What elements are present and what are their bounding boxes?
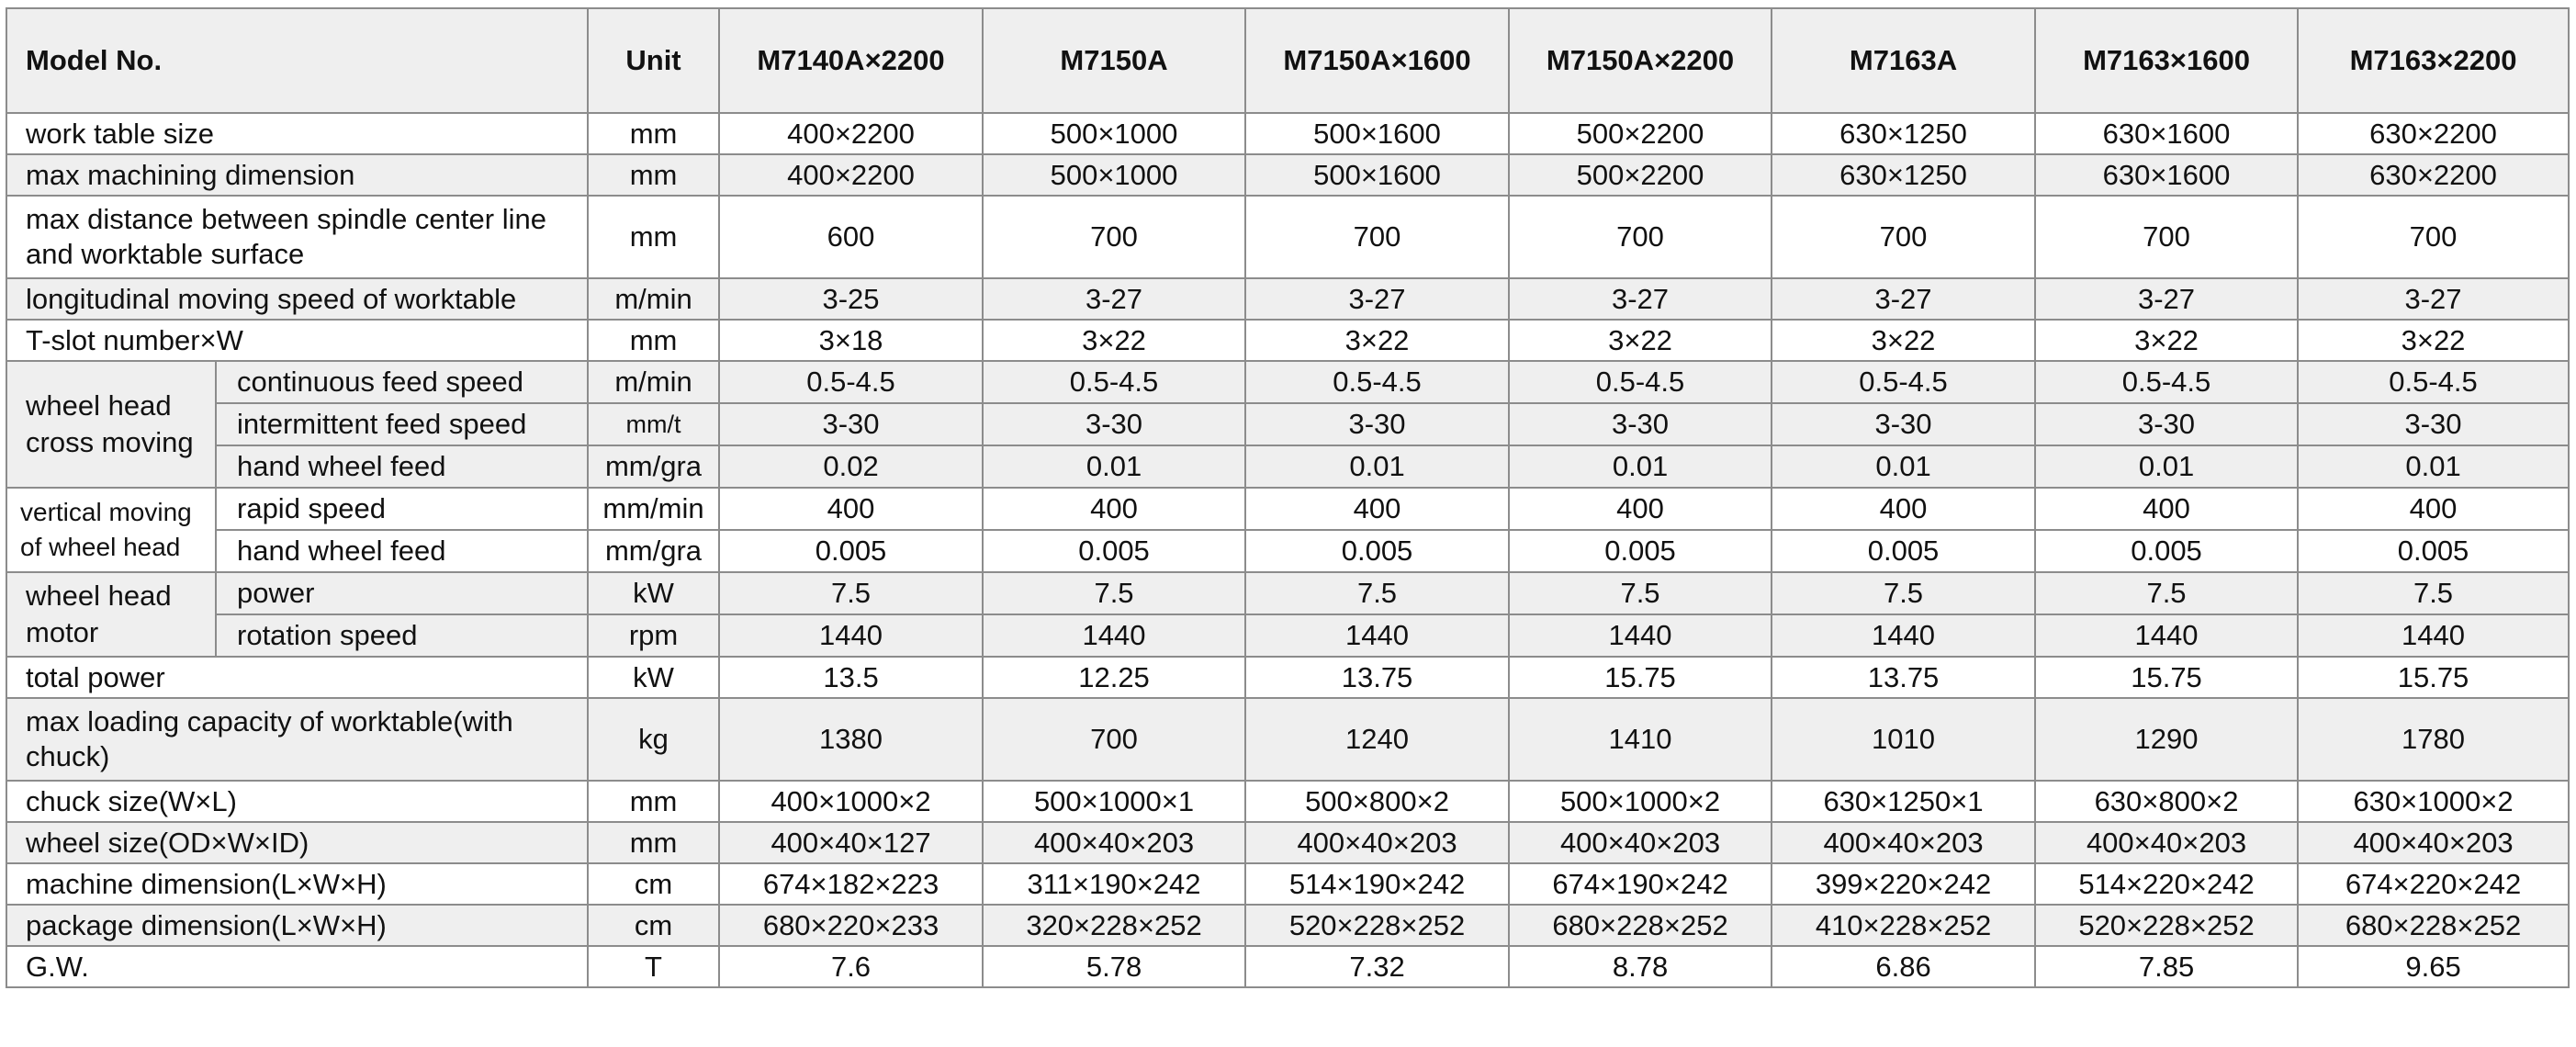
table-cell: 400 [2035,488,2298,530]
table-cell: 400 [1772,488,2035,530]
table-cell: 0.005 [1772,530,2035,572]
table-cell: 1410 [1509,698,1772,781]
table-cell: 0.01 [2298,445,2569,488]
table-cell: 7.32 [1245,946,1509,987]
table-cell: 0.5-4.5 [983,361,1245,403]
table-cell: 400 [983,488,1245,530]
table-cell: 1440 [1509,614,1772,657]
row-label: rapid speed [216,488,588,530]
table-cell: 7.5 [2035,572,2298,614]
table-cell: 6.86 [1772,946,2035,987]
table-cell: 410×228×252 [1772,905,2035,946]
model-header: M7163×2200 [2298,8,2569,113]
table-row [6,698,2569,781]
table-cell: 500×2200 [1509,154,1772,196]
spec-table-container [6,7,2568,988]
model-header: M7150A×2200 [1509,8,1772,113]
model-header: M7150A [983,8,1245,113]
row-label: chuck size(W×L) [6,781,588,822]
row-unit: m/min [588,361,719,403]
row-label: max loading capacity of worktable(with chuck) [6,698,588,781]
table-cell: 0.5-4.5 [2035,361,2298,403]
table-cell: 0.5-4.5 [2298,361,2569,403]
table-cell: 1440 [719,614,983,657]
table-cell: 3×22 [2035,320,2298,361]
table-cell: 1440 [2298,614,2569,657]
row-unit: mm [588,154,719,196]
table-cell: 15.75 [2035,657,2298,698]
table-cell: 500×1000×2 [1509,781,1772,822]
table-cell: 13.75 [1772,657,2035,698]
table-row [6,657,2569,698]
table-cell: 680×228×252 [1509,905,1772,946]
row-unit: mm/min [588,488,719,530]
model-label: Model No. [6,8,588,113]
table-cell: 0.01 [2035,445,2298,488]
table-cell: 400 [1245,488,1509,530]
table-cell: 520×228×252 [1245,905,1509,946]
table-cell: 500×1000 [983,113,1245,154]
table-cell: 7.5 [2298,572,2569,614]
row-label: G.W. [6,946,588,987]
row-unit: mm/gra [588,445,719,488]
table-cell: 630×2200 [2298,113,2569,154]
row-label: intermittent feed speed [216,403,588,445]
table-cell: 400×2200 [719,113,983,154]
table-cell: 3-30 [719,403,983,445]
table-cell: 1440 [983,614,1245,657]
table-cell: 7.5 [1772,572,2035,614]
row-label: machine dimension(L×W×H) [6,863,588,905]
row-label: total power [6,657,588,698]
row-unit: mm [588,196,719,278]
table-cell: 3-30 [983,403,1245,445]
row-label: package dimension(L×W×H) [6,905,588,946]
table-cell: 514×220×242 [2035,863,2298,905]
table-row [6,154,2569,196]
row-unit: mm/gra [588,530,719,572]
table-cell: 674×190×242 [1509,863,1772,905]
table-cell: 700 [2035,196,2298,278]
table-cell: 680×220×233 [719,905,983,946]
table-cell: 500×1600 [1245,154,1509,196]
row-unit: mm [588,320,719,361]
table-cell: 7.5 [983,572,1245,614]
row-label: max machining dimension [6,154,588,196]
table-cell: 9.65 [2298,946,2569,987]
row-unit: m/min [588,278,719,320]
table-cell: 400×40×203 [983,822,1245,863]
row-label: hand wheel feed [216,445,588,488]
table-cell: 400 [2298,488,2569,530]
table-cell: 400 [1509,488,1772,530]
table-cell: 3-27 [1245,278,1509,320]
table-row [6,196,2569,278]
table-cell: 3-30 [1772,403,2035,445]
table-cell: 400×1000×2 [719,781,983,822]
table-cell: 700 [1772,196,2035,278]
row-unit: rpm [588,614,719,657]
row-unit: T [588,946,719,987]
table-row [6,445,2569,488]
row-label: max distance between spindle center line and worktable surface [6,196,588,278]
table-cell: 3×22 [2298,320,2569,361]
table-cell: 500×1000 [983,154,1245,196]
table-cell: 400×2200 [719,154,983,196]
table-row [6,781,2569,822]
table-cell: 3-25 [719,278,983,320]
table-row [6,113,2569,154]
table-cell: 3-27 [2035,278,2298,320]
table-row [6,530,2569,572]
table-cell: 3-27 [983,278,1245,320]
table-row [6,863,2569,905]
table-cell: 3-30 [1509,403,1772,445]
table-cell: 500×800×2 [1245,781,1509,822]
table-cell: 1380 [719,698,983,781]
table-cell: 1780 [2298,698,2569,781]
table-cell: 13.75 [1245,657,1509,698]
model-header: M7150A×1600 [1245,8,1509,113]
table-cell: 1240 [1245,698,1509,781]
table-cell: 3-27 [1509,278,1772,320]
table-cell: 630×1600 [2035,154,2298,196]
table-cell: 0.005 [1509,530,1772,572]
table-cell: 680×228×252 [2298,905,2569,946]
table-cell: 0.005 [2298,530,2569,572]
table-cell: 400×40×203 [1772,822,2035,863]
table-cell: 700 [983,698,1245,781]
table-row [6,905,2569,946]
table-cell: 700 [983,196,1245,278]
table-cell: 3×18 [719,320,983,361]
table-cell: 3×22 [983,320,1245,361]
table-cell: 0.01 [1509,445,1772,488]
table-cell: 7.5 [1245,572,1509,614]
row-unit: cm [588,905,719,946]
unit-header: Unit [588,8,719,113]
table-cell: 0.01 [1772,445,2035,488]
table-cell: 1290 [2035,698,2298,781]
table-cell: 674×220×242 [2298,863,2569,905]
table-cell: 3×22 [1509,320,1772,361]
table-cell: 0.01 [1245,445,1509,488]
table-cell: 7.85 [2035,946,2298,987]
table-cell: 500×1600 [1245,113,1509,154]
table-cell: 700 [1245,196,1509,278]
table-cell: 0.5-4.5 [1509,361,1772,403]
table-cell: 7.6 [719,946,983,987]
table-row [6,403,2569,445]
row-label: longitudinal moving speed of worktable [6,278,588,320]
table-cell: 630×800×2 [2035,781,2298,822]
group-label-vertical-moving: vertical moving of wheel head [6,488,216,572]
table-cell: 700 [2298,196,2569,278]
table-cell: 400×40×127 [719,822,983,863]
table-cell: 3-30 [2035,403,2298,445]
group-label-wheel-head-motor: wheel head motor [6,572,216,657]
row-label: hand wheel feed [216,530,588,572]
table-cell: 311×190×242 [983,863,1245,905]
table-row [6,320,2569,361]
table-cell: 600 [719,196,983,278]
table-cell: 0.005 [1245,530,1509,572]
table-cell: 5.78 [983,946,1245,987]
table-cell: 3-30 [2298,403,2569,445]
table-cell: 0.005 [983,530,1245,572]
table-cell: 400×40×203 [1509,822,1772,863]
row-unit: mm [588,822,719,863]
table-cell: 630×1250 [1772,154,2035,196]
table-cell: 0.5-4.5 [1245,361,1509,403]
table-cell: 15.75 [1509,657,1772,698]
table-cell: 8.78 [1509,946,1772,987]
table-cell: 500×2200 [1509,113,1772,154]
table-cell: 400×40×203 [1245,822,1509,863]
table-row [6,278,2569,320]
table-cell: 400×40×203 [2298,822,2569,863]
header-row [6,8,2569,113]
table-cell: 3×22 [1772,320,2035,361]
group-label-wheel-head-cross: wheel head cross moving [6,361,216,488]
row-label: T-slot number×W [6,320,588,361]
table-cell: 674×182×223 [719,863,983,905]
model-header: M7163A [1772,8,2035,113]
table-cell: 0.5-4.5 [719,361,983,403]
table-cell: 630×2200 [2298,154,2569,196]
table-cell: 500×1000×1 [983,781,1245,822]
table-cell: 7.5 [719,572,983,614]
table-cell: 0.5-4.5 [1772,361,2035,403]
row-unit: kW [588,572,719,614]
table-row [6,614,2569,657]
table-cell: 520×228×252 [2035,905,2298,946]
table-cell: 1440 [2035,614,2298,657]
table-cell: 700 [1509,196,1772,278]
table-cell: 1440 [1772,614,2035,657]
table-cell: 400×40×203 [2035,822,2298,863]
table-cell: 15.75 [2298,657,2569,698]
table-cell: 0.02 [719,445,983,488]
row-label: rotation speed [216,614,588,657]
table-cell: 399×220×242 [1772,863,2035,905]
table-cell: 630×1000×2 [2298,781,2569,822]
model-header: M7163×1600 [2035,8,2298,113]
table-cell: 1010 [1772,698,2035,781]
table-row [6,361,2569,403]
table-cell: 3-27 [1772,278,2035,320]
row-unit: mm [588,113,719,154]
table-cell: 3×22 [1245,320,1509,361]
table-cell: 630×1600 [2035,113,2298,154]
row-unit: cm [588,863,719,905]
row-unit: kg [588,698,719,781]
table-cell: 320×228×252 [983,905,1245,946]
table-cell: 630×1250 [1772,113,2035,154]
table-cell: 7.5 [1509,572,1772,614]
table-row [6,946,2569,987]
table-cell: 0.005 [2035,530,2298,572]
row-label: continuous feed speed [216,361,588,403]
row-label: power [216,572,588,614]
table-cell: 0.01 [983,445,1245,488]
table-row [6,822,2569,863]
row-label: work table size [6,113,588,154]
row-unit: mm [588,781,719,822]
table-cell: 13.5 [719,657,983,698]
model-header: M7140A×2200 [719,8,983,113]
table-cell: 3-30 [1245,403,1509,445]
table-cell: 12.25 [983,657,1245,698]
row-unit: kW [588,657,719,698]
row-unit: mm/t [588,403,719,445]
table-cell: 3-27 [2298,278,2569,320]
specification-table [6,7,2570,988]
table-cell: 514×190×242 [1245,863,1509,905]
row-label: wheel size(OD×W×ID) [6,822,588,863]
table-cell: 400 [719,488,983,530]
table-cell: 1440 [1245,614,1509,657]
table-row [6,572,2569,614]
table-row [6,488,2569,530]
table-cell: 630×1250×1 [1772,781,2035,822]
table-cell: 0.005 [719,530,983,572]
